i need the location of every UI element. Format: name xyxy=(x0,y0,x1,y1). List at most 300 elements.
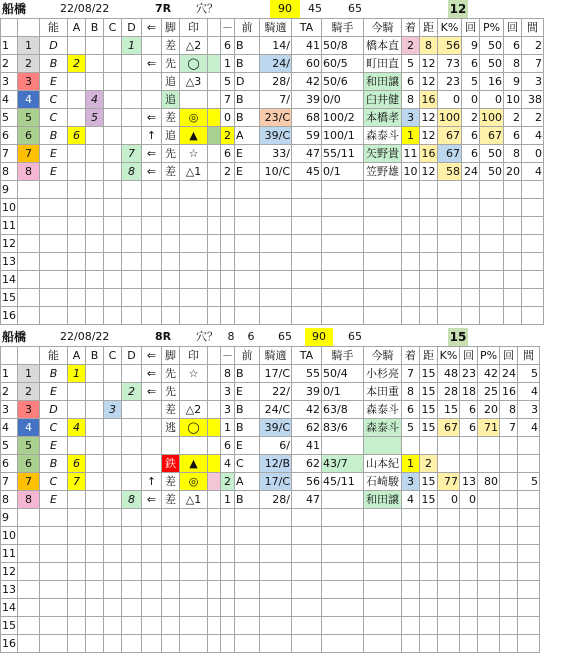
table-cell: 77 xyxy=(438,473,460,491)
table-cell xyxy=(68,163,86,181)
table-cell: 森泰斗 xyxy=(364,401,402,419)
table-cell xyxy=(162,271,180,289)
table-cell: 4 xyxy=(1,91,18,109)
table-cell xyxy=(68,109,86,127)
table-cell: 6 xyxy=(221,145,235,163)
table-cell: 3 xyxy=(18,73,40,91)
header-right-value: 12 xyxy=(449,2,467,16)
column-header: 距 xyxy=(420,347,438,365)
header-value: 90 xyxy=(305,328,333,346)
table-cell: △2 xyxy=(180,401,208,419)
table-cell: 1 xyxy=(221,491,235,509)
table-cell: 矢野貴 xyxy=(364,145,402,163)
table-cell: 9 xyxy=(462,37,480,55)
table-cell: 50/8 xyxy=(322,37,364,55)
table-cell xyxy=(86,473,104,491)
table-cell: 15 xyxy=(1,289,18,307)
table-cell: 追 xyxy=(162,73,180,91)
table-cell xyxy=(68,617,86,635)
table-cell xyxy=(180,581,208,599)
table-cell xyxy=(142,235,162,253)
table-cell xyxy=(142,217,162,235)
column-header: 印 xyxy=(180,19,208,37)
table-cell: 0 xyxy=(462,91,480,109)
table-cell: 1 xyxy=(221,419,235,437)
table-cell xyxy=(40,599,68,617)
table-cell: 47 xyxy=(292,491,322,509)
table-cell xyxy=(364,581,402,599)
table-cell xyxy=(518,617,540,635)
table-cell: 16 xyxy=(480,73,504,91)
table-cell: 2 xyxy=(68,55,86,73)
column-header: 脚 xyxy=(162,19,180,37)
table-cell: 24/C xyxy=(260,401,292,419)
table-row xyxy=(1,199,544,217)
table-cell: 12 xyxy=(1,563,18,581)
header-value: 65 xyxy=(348,2,362,15)
table-cell xyxy=(208,419,221,437)
table-cell: 3 xyxy=(402,109,420,127)
header-value: 8 xyxy=(227,330,235,343)
table-cell: 25 xyxy=(478,383,500,401)
table-cell xyxy=(180,181,208,199)
table-cell: 2 xyxy=(420,455,438,473)
table-cell: 3 xyxy=(518,401,540,419)
table-cell xyxy=(420,599,438,617)
table-cell xyxy=(402,599,420,617)
table-cell: 1 xyxy=(1,37,18,55)
table-cell xyxy=(122,271,142,289)
table-cell: 5 xyxy=(1,437,18,455)
table-cell xyxy=(522,289,544,307)
table-cell xyxy=(438,199,462,217)
table-cell: B xyxy=(235,91,260,109)
table-cell xyxy=(40,581,68,599)
table-cell xyxy=(104,383,122,401)
table-cell: 50 xyxy=(480,145,504,163)
table-cell: 24 xyxy=(500,365,518,383)
table-cell: 2 xyxy=(504,109,522,127)
column-header: 回 xyxy=(504,19,522,37)
venue-label: 船橋 xyxy=(2,330,27,344)
table-cell xyxy=(162,545,180,563)
table-cell: 6 xyxy=(1,127,18,145)
table-cell: 鉄 xyxy=(162,455,180,473)
table-cell xyxy=(221,509,235,527)
table-cell xyxy=(221,181,235,199)
table-cell: ⇐ xyxy=(142,145,162,163)
table-cell xyxy=(18,271,40,289)
table-cell: 6 xyxy=(221,437,235,455)
table-cell: 0 xyxy=(438,491,460,509)
table-cell: ⇐ xyxy=(142,163,162,181)
table-cell xyxy=(86,181,104,199)
table-cell xyxy=(364,635,402,653)
table-cell xyxy=(180,271,208,289)
table-cell xyxy=(420,437,438,455)
table-cell: ⇐ xyxy=(142,109,162,127)
table-cell xyxy=(522,271,544,289)
table-cell: 12 xyxy=(420,73,438,91)
table-cell xyxy=(18,509,40,527)
table-cell: 1 xyxy=(122,37,142,55)
table-cell: 4 xyxy=(402,491,420,509)
table-cell xyxy=(322,217,364,235)
table-cell: 4 xyxy=(522,127,544,145)
table-cell: 83/6 xyxy=(322,419,364,437)
table-cell xyxy=(518,545,540,563)
table-cell xyxy=(500,581,518,599)
table-cell xyxy=(18,235,40,253)
table-cell xyxy=(522,253,544,271)
table-cell xyxy=(208,127,221,145)
table-cell xyxy=(104,527,122,545)
table-cell: 14/ xyxy=(260,37,292,55)
table-cell: 差 xyxy=(162,163,180,181)
table-cell xyxy=(322,599,364,617)
table-cell xyxy=(478,437,500,455)
table-cell xyxy=(235,181,260,199)
table-cell: A xyxy=(235,473,260,491)
table-cell xyxy=(142,527,162,545)
table-cell xyxy=(180,383,208,401)
table-cell: 森泰斗 xyxy=(364,419,402,437)
table-cell xyxy=(322,491,364,509)
table-cell: 42 xyxy=(292,73,322,91)
table-cell: 6 xyxy=(462,127,480,145)
table-cell xyxy=(122,235,142,253)
table-row xyxy=(1,37,544,55)
table-cell xyxy=(518,599,540,617)
table-cell xyxy=(142,91,162,109)
table-cell xyxy=(68,563,86,581)
table-cell xyxy=(40,199,68,217)
table-cell xyxy=(500,599,518,617)
table-cell xyxy=(438,545,460,563)
table-cell: 5 xyxy=(402,419,420,437)
table-cell xyxy=(462,253,480,271)
table-cell: 0/1 xyxy=(322,383,364,401)
table-cell xyxy=(260,253,292,271)
table-cell xyxy=(122,437,142,455)
table-cell xyxy=(504,181,522,199)
table-cell xyxy=(462,235,480,253)
table-cell: 5 xyxy=(86,109,104,127)
table-cell: 16 xyxy=(1,635,18,653)
table-cell xyxy=(292,527,322,545)
table-cell: C xyxy=(235,455,260,473)
table-cell xyxy=(460,527,478,545)
table-cell: 7 xyxy=(522,55,544,73)
table-cell xyxy=(402,545,420,563)
table-cell: 39/C xyxy=(260,419,292,437)
table-cell xyxy=(68,91,86,109)
table-cell: 39 xyxy=(292,383,322,401)
table-cell xyxy=(208,37,221,55)
table-cell xyxy=(208,163,221,181)
table-cell xyxy=(142,635,162,653)
table-cell xyxy=(86,145,104,163)
table-cell: 4 xyxy=(18,91,40,109)
table-cell xyxy=(522,181,544,199)
table-cell xyxy=(208,455,221,473)
column-header: C xyxy=(104,19,122,37)
table-cell: 2 xyxy=(522,109,544,127)
table-cell: B xyxy=(235,491,260,509)
table-cell: 差 xyxy=(162,109,180,127)
table-cell: B xyxy=(235,37,260,55)
table-cell xyxy=(208,91,221,109)
table-cell: 先 xyxy=(162,55,180,73)
table-cell: 1 xyxy=(18,365,40,383)
table-cell: 16 xyxy=(420,145,438,163)
table-cell: E xyxy=(235,163,260,181)
table-cell: 14 xyxy=(1,599,18,617)
table-cell xyxy=(104,365,122,383)
table-cell: 20 xyxy=(504,163,522,181)
table-cell xyxy=(86,581,104,599)
table-cell xyxy=(462,199,480,217)
table-cell xyxy=(40,271,68,289)
table-row xyxy=(1,217,544,235)
table-cell: ◎ xyxy=(180,109,208,127)
table-cell: 5 xyxy=(462,73,480,91)
table-cell: 58 xyxy=(438,163,462,181)
table-cell: 6 xyxy=(68,127,86,145)
table-cell: 6 xyxy=(402,401,420,419)
table-cell xyxy=(162,235,180,253)
column-header: K% xyxy=(438,347,460,365)
table-cell xyxy=(86,253,104,271)
table-row xyxy=(1,383,540,401)
table-cell xyxy=(364,199,402,217)
table-cell: 3 xyxy=(522,73,544,91)
table-cell: 7 xyxy=(122,145,142,163)
header-value: 65 xyxy=(278,330,292,343)
table-cell xyxy=(500,635,518,653)
table-cell xyxy=(86,419,104,437)
table-cell xyxy=(180,253,208,271)
table-cell xyxy=(292,289,322,307)
table-cell: B xyxy=(40,127,68,145)
table-cell xyxy=(500,527,518,545)
table-cell: 6 xyxy=(1,455,18,473)
table-cell xyxy=(500,473,518,491)
table-cell: 12 xyxy=(420,55,438,73)
table-cell xyxy=(142,419,162,437)
table-cell: 67 xyxy=(438,419,460,437)
table-cell xyxy=(208,307,221,325)
table-cell xyxy=(104,617,122,635)
table-cell xyxy=(235,307,260,325)
table-cell xyxy=(40,235,68,253)
table-cell xyxy=(322,271,364,289)
column-header: 回 xyxy=(462,19,480,37)
table-cell xyxy=(221,271,235,289)
table-cell: 5 xyxy=(518,473,540,491)
table-cell xyxy=(142,545,162,563)
table-cell: 8 xyxy=(1,491,18,509)
column-header xyxy=(1,347,18,365)
table-cell xyxy=(18,307,40,325)
table-cell xyxy=(208,473,221,491)
table-cell xyxy=(364,271,402,289)
table-cell xyxy=(86,617,104,635)
table-cell xyxy=(292,253,322,271)
table-cell: ▲ xyxy=(180,127,208,145)
table-cell xyxy=(322,563,364,581)
table-cell xyxy=(402,253,420,271)
table-cell xyxy=(122,527,142,545)
column-header: P% xyxy=(480,19,504,37)
column-header: P% xyxy=(478,347,500,365)
table-cell xyxy=(142,617,162,635)
table-cell: 0/1 xyxy=(322,163,364,181)
table-cell xyxy=(364,509,402,527)
table-cell xyxy=(68,235,86,253)
table-cell xyxy=(68,437,86,455)
table-cell: 8 xyxy=(402,91,420,109)
table-cell xyxy=(208,73,221,91)
table-cell xyxy=(104,109,122,127)
table-cell: 3 xyxy=(221,383,235,401)
table-cell xyxy=(142,599,162,617)
table-cell: 13 xyxy=(1,253,18,271)
table-cell: 12 xyxy=(1,235,18,253)
table-cell xyxy=(86,491,104,509)
table-cell xyxy=(68,73,86,91)
table-cell xyxy=(522,199,544,217)
table-cell: 0 xyxy=(460,491,478,509)
table-cell xyxy=(104,307,122,325)
column-header: 騎手 xyxy=(322,347,364,365)
table-cell xyxy=(122,617,142,635)
table-cell: B xyxy=(235,55,260,73)
table-cell: 11 xyxy=(1,545,18,563)
table-row xyxy=(1,635,540,653)
table-cell: 10 xyxy=(402,163,420,181)
table-cell xyxy=(40,307,68,325)
table-cell xyxy=(504,271,522,289)
table-cell xyxy=(364,437,402,455)
table-cell xyxy=(208,437,221,455)
table-cell xyxy=(420,563,438,581)
table-cell: 20 xyxy=(478,401,500,419)
column-header: 間 xyxy=(518,347,540,365)
table-cell: 6 xyxy=(462,145,480,163)
table-cell: 7 xyxy=(68,473,86,491)
table-row xyxy=(1,145,544,163)
table-cell: 15 xyxy=(420,383,438,401)
table-cell xyxy=(122,73,142,91)
table-cell: ◯ xyxy=(180,419,208,437)
table-cell: 4 xyxy=(18,419,40,437)
column-header: － xyxy=(221,347,235,365)
table-cell: 5 xyxy=(18,437,40,455)
table-cell: 1 xyxy=(18,37,40,55)
table-row xyxy=(1,181,544,199)
column-header: 回 xyxy=(460,347,478,365)
table-cell xyxy=(480,289,504,307)
table-cell xyxy=(18,199,40,217)
table-cell: 7 xyxy=(1,473,18,491)
table-cell xyxy=(104,271,122,289)
column-header xyxy=(18,19,40,37)
table-cell xyxy=(221,635,235,653)
table-cell xyxy=(162,509,180,527)
table-cell xyxy=(180,217,208,235)
table-cell: 8 xyxy=(504,145,522,163)
table-cell: 1 xyxy=(402,127,420,145)
table-cell: E xyxy=(40,437,68,455)
table-cell xyxy=(221,563,235,581)
table-cell: B xyxy=(40,455,68,473)
table-cell: 6 xyxy=(18,127,40,145)
table-cell xyxy=(68,253,86,271)
table-cell xyxy=(162,563,180,581)
table-cell: 和田譲 xyxy=(364,73,402,91)
table-cell xyxy=(40,509,68,527)
table-cell xyxy=(68,527,86,545)
column-header xyxy=(208,19,221,37)
table-cell xyxy=(438,289,462,307)
table-cell xyxy=(478,545,500,563)
table-cell xyxy=(104,253,122,271)
table-cell: 56 xyxy=(292,473,322,491)
table-cell xyxy=(180,199,208,217)
table-cell xyxy=(122,55,142,73)
table-cell: 67 xyxy=(438,145,462,163)
table-cell: E xyxy=(40,383,68,401)
table-cell: 8 xyxy=(402,383,420,401)
table-cell xyxy=(402,509,420,527)
table-cell: E xyxy=(235,383,260,401)
table-cell xyxy=(86,235,104,253)
table-cell xyxy=(260,617,292,635)
table-cell xyxy=(518,581,540,599)
column-header: A xyxy=(68,19,86,37)
table-cell: 石崎駿 xyxy=(364,473,402,491)
table-cell xyxy=(104,55,122,73)
table-cell xyxy=(104,163,122,181)
table-cell xyxy=(260,563,292,581)
column-header xyxy=(18,347,40,365)
table-cell: △3 xyxy=(180,73,208,91)
table-cell: 43/7 xyxy=(322,455,364,473)
table-cell xyxy=(235,289,260,307)
table-cell xyxy=(235,563,260,581)
table-cell xyxy=(462,289,480,307)
table-cell xyxy=(86,73,104,91)
header-value: 65 xyxy=(348,330,362,343)
table-cell xyxy=(322,181,364,199)
table-cell xyxy=(208,527,221,545)
table-cell xyxy=(478,509,500,527)
table-cell xyxy=(142,455,162,473)
table-cell: 3 xyxy=(221,401,235,419)
column-header: B xyxy=(86,19,104,37)
table-row xyxy=(1,527,540,545)
table-cell xyxy=(478,581,500,599)
table-cell xyxy=(122,109,142,127)
table-cell: 39/C xyxy=(260,127,292,145)
column-header: 脚 xyxy=(162,347,180,365)
table-cell xyxy=(438,217,462,235)
table-cell xyxy=(122,509,142,527)
table-cell: 50/6 xyxy=(322,73,364,91)
table-cell: 6/ xyxy=(260,437,292,455)
table-row xyxy=(1,509,540,527)
